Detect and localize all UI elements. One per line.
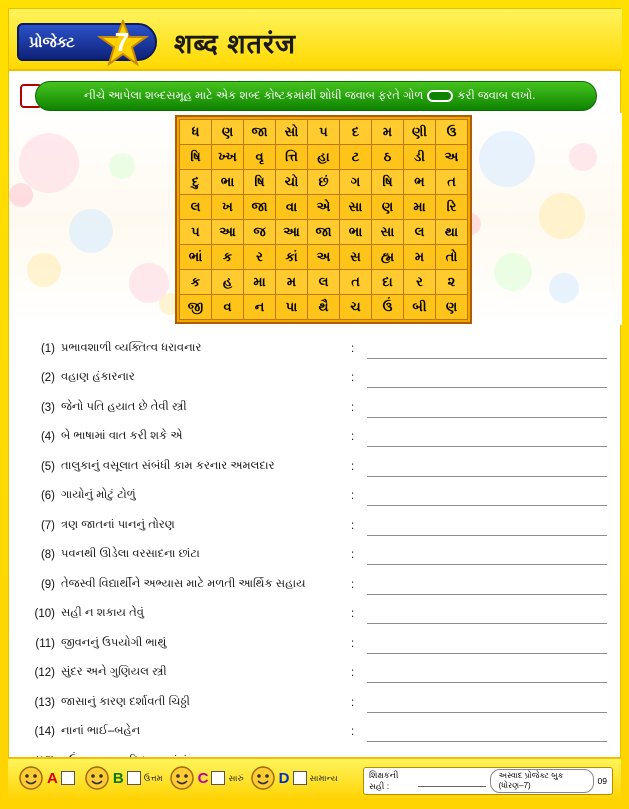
grid-cell[interactable]: ણી xyxy=(404,120,436,145)
worksheet-page xyxy=(8,8,621,801)
question-text: ગાયોનું મોટું ટોળું xyxy=(61,489,136,501)
grid-cell[interactable]: જા xyxy=(244,120,276,145)
smiley-face-icon xyxy=(18,765,44,791)
grid-cell[interactable]: વા xyxy=(276,195,308,220)
grid-cell[interactable]: જા xyxy=(244,195,276,220)
grid-row xyxy=(180,270,468,295)
grid-cell[interactable]: ખ xyxy=(212,195,244,220)
question-text: સુંદર અને ગુણિયલ સ્ત્રી xyxy=(61,666,167,678)
grade-option[interactable] xyxy=(169,765,244,791)
grade-option[interactable] xyxy=(18,765,78,791)
question-number: (6) xyxy=(40,490,55,502)
grade-label: સારું xyxy=(228,772,244,783)
project-number: 7 xyxy=(114,26,130,57)
question-list xyxy=(27,329,607,772)
question-number: (11) xyxy=(35,637,55,650)
question-text: સહી ન શકાય તેવું xyxy=(61,607,144,619)
question-row xyxy=(27,388,607,418)
grade-options xyxy=(18,765,338,791)
question-text: તાલુકાનું વસૂલાત સંબંધી કામ કરનાર અમલદાર xyxy=(61,459,275,472)
grid-cell[interactable]: ટ xyxy=(340,145,372,170)
grid-cell[interactable]: ક xyxy=(212,245,244,270)
grid-row xyxy=(180,295,468,320)
question-colon: : xyxy=(351,372,355,384)
grid-cell[interactable]: પ xyxy=(180,220,212,245)
question-number: (7) xyxy=(40,519,55,532)
grid-cell[interactable]: ગ xyxy=(340,170,372,195)
grade-letter: B xyxy=(112,769,124,787)
grid-cell[interactable]: મ xyxy=(372,120,404,145)
question-number: (13) xyxy=(34,696,55,709)
grid-cell[interactable]: ત xyxy=(340,270,372,295)
question-colon: : xyxy=(351,637,355,650)
question-row xyxy=(27,683,607,713)
question-colon: : xyxy=(351,460,355,473)
grid-cell[interactable]: ર xyxy=(404,270,436,295)
grid-cell[interactable]: ક xyxy=(180,270,212,295)
grid-cell[interactable]: વ xyxy=(212,295,244,320)
question-colon: : xyxy=(351,667,355,679)
answer-line[interactable] xyxy=(367,484,607,506)
grid-cell[interactable]: લ xyxy=(404,220,436,245)
grid-cell[interactable]: ષિ xyxy=(372,170,404,195)
grade-checkbox[interactable] xyxy=(127,771,141,785)
question-text: વહાણ હંકારનાર xyxy=(61,371,135,383)
grid-cell[interactable]: લ xyxy=(308,270,340,295)
answer-line[interactable] xyxy=(367,543,607,565)
question-colon: : xyxy=(351,401,355,414)
page-number: 09 xyxy=(597,776,607,786)
question-row xyxy=(27,654,607,684)
grid-cell[interactable]: ર xyxy=(244,245,276,270)
project-badge xyxy=(17,23,157,61)
grid-row xyxy=(180,220,468,245)
grid-cell[interactable]: આ xyxy=(276,220,308,245)
project-label: પ્રોજેક્ટ xyxy=(29,33,75,51)
question-colon: : xyxy=(351,608,355,620)
answer-line[interactable] xyxy=(367,425,607,447)
question-colon: : xyxy=(351,726,355,738)
grid-cell[interactable]: મ xyxy=(276,270,308,295)
question-text: પવનથી ઊડેલા વરસાદના છાંટા xyxy=(61,548,200,560)
grid-cell[interactable]: એ xyxy=(308,195,340,220)
question-number: (2) xyxy=(40,372,55,384)
grid-cell[interactable]: ત xyxy=(436,170,468,195)
question-number: (4) xyxy=(40,431,55,443)
grid-cell[interactable]: ૨ xyxy=(436,270,468,295)
grid-cell[interactable]: મ xyxy=(404,245,436,270)
grid-cell[interactable]: પા xyxy=(276,295,308,320)
grid-cell[interactable]: મા xyxy=(244,270,276,295)
grid-cell[interactable]: થા xyxy=(436,220,468,245)
page-title: शब्द शतरंज xyxy=(174,29,297,59)
question-number: (1) xyxy=(40,342,55,355)
question-row xyxy=(27,506,607,536)
instruction-text-before: નીચે આપેલા શબ્દસમૂહ માટે એક શબ્દ કોષ્ટકમાંથી શોધી જવાબ ફરતે ગોળ xyxy=(84,89,424,102)
grade-option[interactable] xyxy=(84,765,163,791)
grid-cell[interactable]: સો xyxy=(276,120,308,145)
grid-cell[interactable]: ધ xyxy=(180,120,212,145)
question-text: ત્રણ જાતનાં પાનનું તોરણ xyxy=(61,518,175,531)
grid-cell[interactable]: ખ્ખ xyxy=(212,145,244,170)
grid-cell[interactable]: ણ xyxy=(436,295,468,320)
word-search-grid xyxy=(175,115,472,324)
grid-cell[interactable]: બી xyxy=(404,295,436,320)
answer-line[interactable] xyxy=(367,691,607,713)
page-header xyxy=(9,9,622,71)
question-number: (10) xyxy=(34,608,55,620)
grid-cell[interactable]: ણ xyxy=(212,120,244,145)
question-colon: : xyxy=(351,519,355,532)
question-row xyxy=(27,359,607,389)
question-number: (9) xyxy=(40,578,55,591)
grid-cell[interactable]: ણ xyxy=(372,195,404,220)
answer-line[interactable] xyxy=(367,602,607,624)
grid-cell[interactable]: અ xyxy=(308,245,340,270)
grid-cell[interactable]: પ xyxy=(308,120,340,145)
grade-letter: C xyxy=(197,769,209,787)
question-row xyxy=(27,624,607,654)
instruction-bar xyxy=(35,81,597,111)
question-number: (12) xyxy=(34,667,55,679)
grid-cell[interactable]: હ્મ xyxy=(372,245,404,270)
grade-label: ઉત્તમ xyxy=(143,772,163,783)
grid-row xyxy=(180,145,468,170)
smiley-face-icon xyxy=(250,765,276,791)
grid-row xyxy=(180,170,468,195)
signature-box xyxy=(363,767,613,795)
grid-cell[interactable]: ન xyxy=(244,295,276,320)
grid-cell[interactable]: હા xyxy=(308,145,340,170)
grid-cell[interactable]: ઉં xyxy=(372,295,404,320)
grid-cell[interactable]: ભ xyxy=(404,170,436,195)
grid-row xyxy=(180,195,468,220)
question-number: (5) xyxy=(40,460,55,473)
question-row xyxy=(27,418,607,448)
grid-cell[interactable]: છં xyxy=(308,170,340,195)
question-row xyxy=(27,447,607,477)
grid-cell[interactable]: આ xyxy=(212,220,244,245)
grid-cell[interactable]: જ xyxy=(244,220,276,245)
grid-cell[interactable]: સા xyxy=(372,220,404,245)
grid-cell[interactable]: દુ xyxy=(180,170,212,195)
signature-label: શિક્ષકની સહી : xyxy=(369,770,399,791)
grid-cell[interactable]: લ xyxy=(180,195,212,220)
grid-body xyxy=(180,120,468,320)
question-colon: : xyxy=(351,431,355,443)
question-number: (3) xyxy=(40,401,55,414)
signature-line[interactable] xyxy=(418,776,486,787)
question-row xyxy=(27,713,607,743)
answer-line[interactable] xyxy=(367,632,607,654)
grid-cell[interactable]: ષિ xyxy=(244,170,276,195)
question-text: બે ભાષામાં વાત કરી શકે એ xyxy=(61,430,183,442)
question-colon: : xyxy=(351,549,355,561)
grid-cell[interactable]: હ xyxy=(212,270,244,295)
grid-cell[interactable]: ભા xyxy=(340,220,372,245)
question-colon: : xyxy=(351,696,355,709)
grid-cell[interactable]: ઉ xyxy=(436,120,468,145)
question-text: જાસાનું કારણ દર્શાવતી ચિઠ્ઠી xyxy=(61,695,190,708)
grid-cell[interactable]: વૃ xyxy=(244,145,276,170)
question-number: (14) xyxy=(34,726,55,738)
grid-cell[interactable]: ભા xyxy=(212,170,244,195)
question-colon: : xyxy=(351,490,355,502)
question-colon: : xyxy=(351,342,355,355)
grid-cell[interactable]: ઠ xyxy=(372,145,404,170)
answer-line[interactable] xyxy=(367,337,607,359)
grade-label: સામાન્ય xyxy=(309,772,338,783)
grade-letter: A xyxy=(47,769,58,787)
grid-row xyxy=(180,245,468,270)
question-text: જેનો પતિ હયાત છે તેવી સ્ત્રી xyxy=(61,400,187,413)
grid-cell[interactable]: ચો xyxy=(276,170,308,195)
instruction-text-after: કરી જવાબ લખો. xyxy=(457,89,536,102)
grid-cell[interactable]: ષિ xyxy=(180,145,212,170)
question-number: (8) xyxy=(40,549,55,561)
grade-option[interactable] xyxy=(250,765,338,791)
book-label: અસ્વાદ પ્રોજેક્ટ બુક (ધોરણ–7) xyxy=(490,769,594,793)
grade-letter: D xyxy=(278,769,290,787)
grid-cell[interactable]: ડી xyxy=(404,145,436,170)
grid-row xyxy=(180,120,468,145)
question-row xyxy=(27,329,607,359)
question-text: તેજસ્વી વિદ્યાર્થીને અભ્યાસ માટે મળતી આર્થિક સહાય xyxy=(61,577,306,590)
answer-line[interactable] xyxy=(367,514,607,536)
grid-cell[interactable]: થૈ xyxy=(308,295,340,320)
answer-line[interactable] xyxy=(367,661,607,683)
question-row xyxy=(27,565,607,595)
question-row xyxy=(27,595,607,625)
grid-cell[interactable]: મા xyxy=(404,195,436,220)
grid-cell[interactable]: કાં xyxy=(276,245,308,270)
grid-table xyxy=(179,119,468,320)
grid-cell[interactable]: દ xyxy=(340,120,372,145)
answer-line[interactable] xyxy=(367,720,607,742)
grade-checkbox[interactable] xyxy=(61,771,75,785)
answer-line[interactable] xyxy=(367,366,607,388)
question-colon: : xyxy=(351,578,355,591)
grid-cell[interactable]: રિ xyxy=(436,195,468,220)
grid-cell[interactable]: અ xyxy=(436,145,468,170)
grade-checkbox[interactable] xyxy=(211,771,225,785)
page-footer xyxy=(8,757,621,801)
question-row xyxy=(27,477,607,507)
grid-cell[interactable]: સા xyxy=(340,195,372,220)
question-text: જીવનનું ઉપયોગી ભાથું xyxy=(61,636,167,649)
grade-checkbox[interactable] xyxy=(293,771,307,785)
grid-cell[interactable]: જા xyxy=(308,220,340,245)
answer-line[interactable] xyxy=(367,455,607,477)
grid-cell[interactable]: દા xyxy=(372,270,404,295)
grid-cell[interactable]: ત્તિ xyxy=(276,145,308,170)
answer-line[interactable] xyxy=(367,573,607,595)
question-row xyxy=(27,536,607,566)
smiley-face-icon xyxy=(84,765,110,791)
grid-cell[interactable]: ભાં xyxy=(180,245,212,270)
grid-cell[interactable]: તો xyxy=(436,245,468,270)
question-text: નાનાં ભાઈ–બહેન xyxy=(61,725,141,737)
answer-line[interactable] xyxy=(367,396,607,418)
grid-cell[interactable]: જી xyxy=(180,295,212,320)
question-text: પ્રભાવશાળી વ્યક્તિત્વ ધરાવનાર xyxy=(61,341,202,354)
circle-marker-icon xyxy=(427,90,453,102)
grid-cell[interactable]: સ xyxy=(340,245,372,270)
grid-cell[interactable]: ચ xyxy=(340,295,372,320)
smiley-face-icon xyxy=(169,765,195,791)
